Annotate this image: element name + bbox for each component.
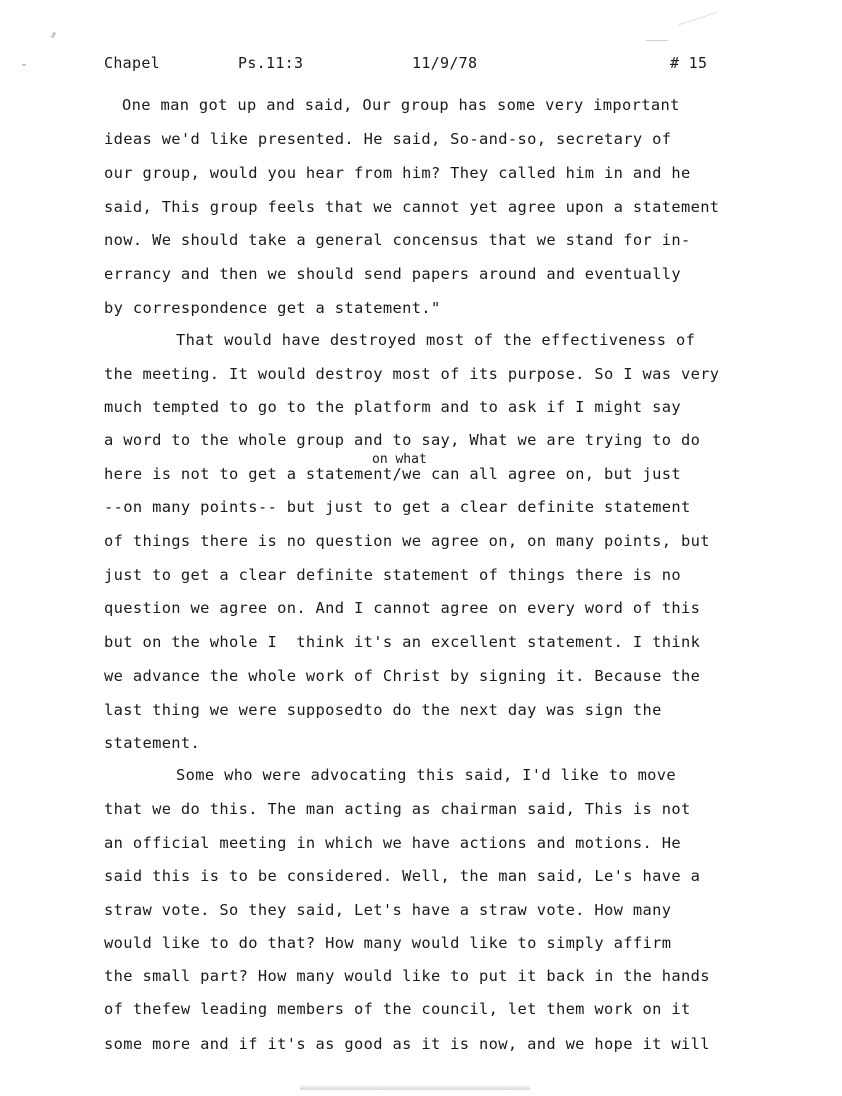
text-line: we advance the whole work of Christ by signing it. Because the bbox=[104, 667, 701, 685]
text-line: much tempted to go to the platform and to ask if I might say bbox=[104, 398, 681, 416]
text-line: here is not to get a statement/we can all agree on, but just bbox=[104, 465, 681, 483]
text-line: --on many points-- but just to get a clear definite statement bbox=[104, 498, 691, 516]
text-line: straw vote. So they said, Let's have a straw vote. How many bbox=[104, 901, 672, 919]
header-title: Chapel bbox=[104, 54, 160, 72]
pencil-mark bbox=[679, 12, 717, 25]
header-page-number: # 15 bbox=[670, 54, 708, 72]
text-line: statement. bbox=[104, 734, 201, 752]
text-line: That would have destroyed most of the effectiveness of bbox=[176, 331, 696, 349]
text-line: One man got up and said, Our group has some very important bbox=[122, 96, 680, 114]
text-line: some more and if it's as good as it is now, and we hope it will bbox=[104, 1035, 710, 1053]
text-line: that we do this. The man acting as chairman said, This is not bbox=[104, 800, 691, 818]
page-bottom-shadow bbox=[300, 1084, 530, 1090]
ink-smudge bbox=[51, 32, 57, 39]
text-line: by correspondence get a statement." bbox=[104, 299, 441, 317]
text-line: the small part? How many would like to put it back in the hands bbox=[104, 967, 710, 985]
text-line: errancy and then we should send papers around and eventually bbox=[104, 265, 681, 283]
text-line: ideas we'd like presented. He said, So-and-so, secretary of bbox=[104, 130, 672, 148]
header-date: 11/9/78 bbox=[412, 54, 478, 72]
text-line: but on the whole I think it's an excellent statement. I think bbox=[104, 633, 701, 651]
text-line: our group, would you hear from him? They called him in and he bbox=[104, 164, 691, 182]
header-scripture-reference: Ps.11:3 bbox=[238, 54, 304, 72]
ink-smudge bbox=[22, 64, 26, 66]
text-line: an official meeting in which we have actions and motions. He bbox=[104, 834, 681, 852]
text-line: just to get a clear definite statement of things there is no bbox=[104, 566, 681, 584]
text-line: question we agree on. And I cannot agree on every word of this bbox=[104, 599, 701, 617]
text-line: said this is to be considered. Well, the man said, Le's have a bbox=[104, 867, 701, 885]
handwritten-insertion: on what bbox=[372, 452, 427, 467]
text-line: would like to do that? How many would like to simply affirm bbox=[104, 934, 672, 952]
text-line: the meeting. It would destroy most of its purpose. So I was very bbox=[104, 365, 720, 383]
text-line: last thing we were supposedto do the next day was sign the bbox=[104, 701, 662, 719]
text-line: of things there is no question we agree on, on many points, but bbox=[104, 532, 710, 550]
text-line: a word to the whole group and to say, What we are trying to do bbox=[104, 431, 701, 449]
text-line: of thefew leading members of the council, let them work on it bbox=[104, 1000, 691, 1018]
pencil-mark bbox=[646, 40, 668, 41]
text-line: said, This group feels that we cannot yet agree upon a statement bbox=[104, 198, 720, 216]
text-line: Some who were advocating this said, I'd like to move bbox=[176, 766, 677, 784]
text-line: now. We should take a general concensus that we stand for in- bbox=[104, 231, 691, 249]
